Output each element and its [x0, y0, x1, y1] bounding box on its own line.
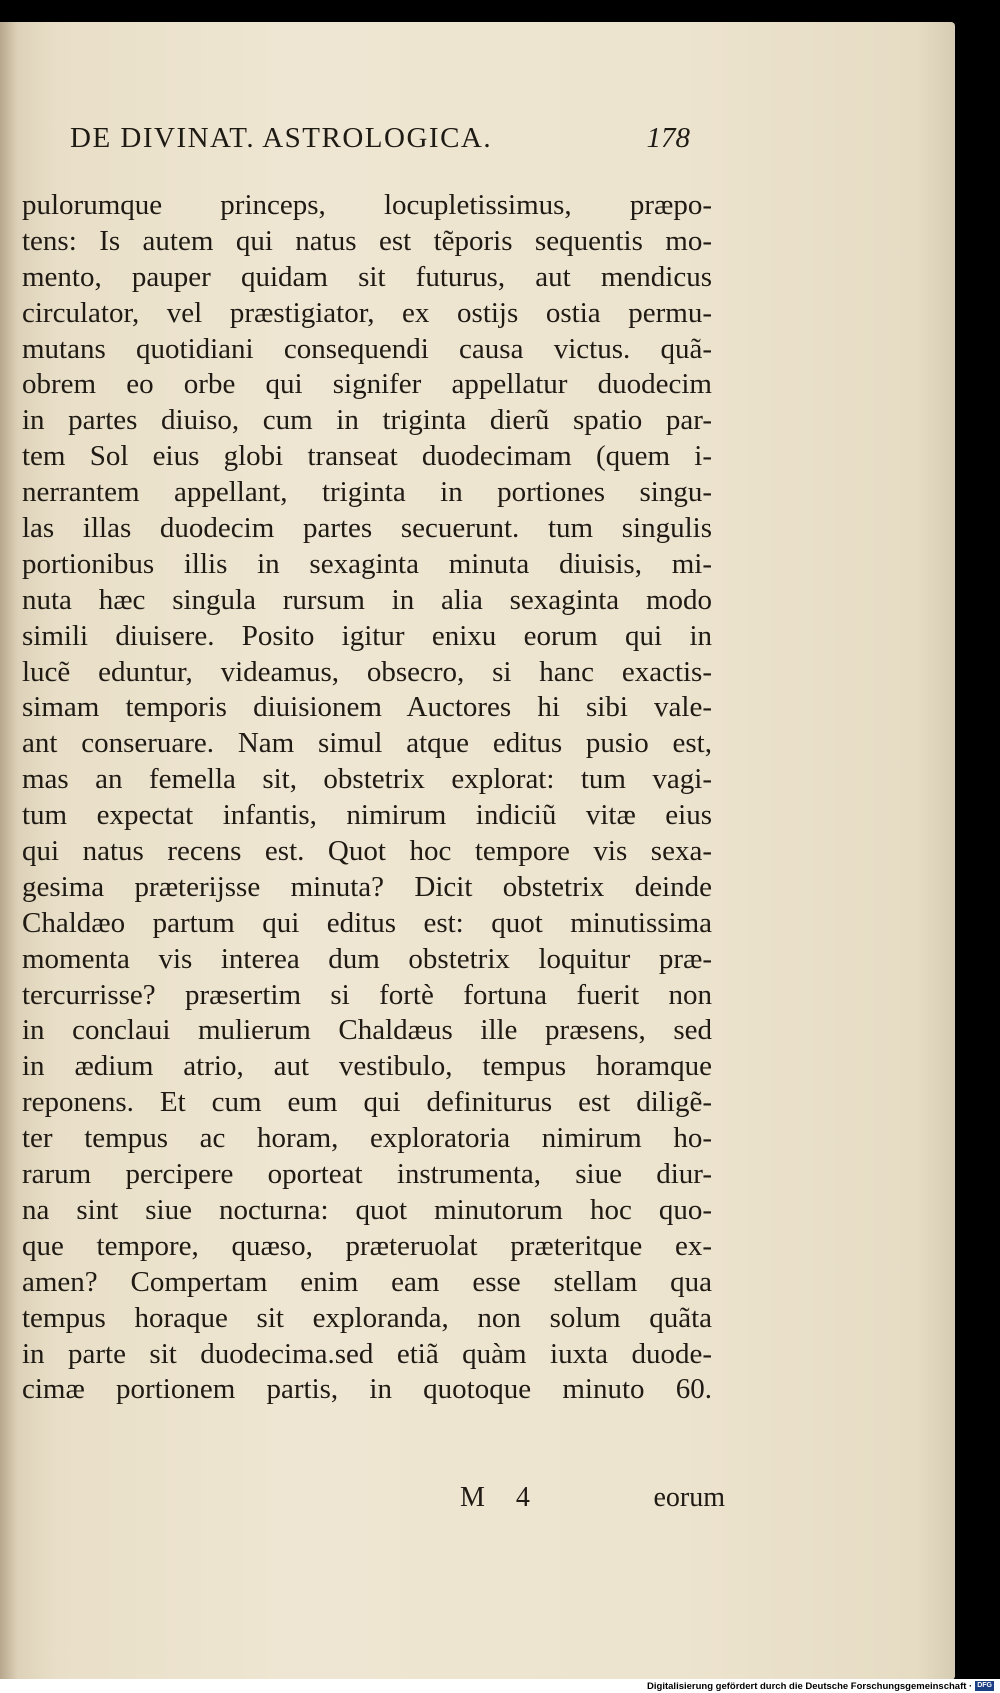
text-line: rarum percipere oporteat instrumenta, siue diur- — [22, 1158, 712, 1191]
text-line: ant conseruare. Nam simul atque editus pusio est, — [22, 727, 712, 760]
text-line: nuta hæc singula rursum in alia sexaginta modo — [22, 583, 712, 616]
page-number: 178 — [646, 122, 690, 154]
text-line: in parte sit duodecima.sed etiã quàm iuxta duode- — [22, 1337, 712, 1370]
digitization-credit-bar — [0, 1679, 1000, 1693]
text-line: in ædium atrio, aut vestibulo, tempus horamque — [22, 1050, 712, 1083]
text-line: in partes diuiso, cum in triginta dierũ spatio par- — [22, 404, 712, 437]
body-text — [22, 188, 712, 1408]
text-line: mutans quotidiani consequendi causa victus. quã- — [22, 332, 712, 365]
text-line: lucẽ eduntur, videamus, obsecro, si hanc exactis- — [22, 655, 712, 688]
running-head: DE DIVINAT. ASTROLOGICA. — [70, 122, 493, 154]
digitization-note: Digitalisierung gefördert durch die Deutsche Forschungsgemeinschaft · — [647, 1680, 973, 1692]
text-line: reponens. Et cum eum qui definiturus est diligẽ- — [22, 1086, 712, 1119]
text-line: tum expectat infantis, nimirum indiciũ vitæ eius — [22, 799, 712, 832]
page-header — [70, 122, 690, 155]
text-line: circulator, vel præstigiator, ex ostijs ostia permu- — [22, 296, 712, 329]
text-line: cimæ portionem partis, in quotoque minuto 60. — [22, 1373, 712, 1406]
text-line: qui natus recens est. Quot hoc tempore vis sexa- — [22, 835, 712, 868]
signature-mark: M 4 — [460, 1482, 542, 1513]
text-line: tem Sol eius globi transeat duodecimam (quem i- — [22, 440, 712, 473]
text-line: tercurrisse? præsertim si fortè fortuna fuerit non — [22, 978, 712, 1011]
text-line: mas an femella sit, obstetrix explorat: tum vagi- — [22, 763, 712, 796]
text-line: simili diuisere. Posito igitur enixu eorum qui in — [22, 619, 712, 652]
dfg-logo-icon: DFG — [977, 1682, 992, 1689]
text-line: las illas duodecim partes secuerunt. tum singulis — [22, 512, 712, 545]
catchword: eorum — [653, 1482, 725, 1513]
text-line: mento, pauper quidam sit futurus, aut mendicus — [22, 260, 712, 293]
text-line: que tempore, quæso, præteruolat præteritque ex- — [22, 1229, 712, 1262]
text-line: portionibus illis in sexaginta minuta diuisis, mi- — [22, 547, 712, 580]
text-line: tens: Is autem qui natus est tẽporis sequentis mo- — [22, 224, 712, 257]
text-line: pulorumque princeps, locupletissimus, præpo- — [22, 189, 712, 221]
text-line: gesima præterijsse minuta? Dicit obstetrix deinde — [22, 870, 712, 903]
text-line: na sint siue nocturna: quot minutorum hoc quo- — [22, 1193, 712, 1226]
text-line: obrem eo orbe qui signifer appellatur duodecim — [22, 368, 712, 401]
text-line: in conclaui mulierum Chaldæus ille præsens, sed — [22, 1014, 712, 1047]
text-line: momenta vis interea dum obstetrix loquitur præ- — [22, 942, 712, 975]
text-line: simam temporis diuisionem Auctores hi sibi vale- — [22, 691, 712, 724]
page-footer — [460, 1482, 725, 1514]
text-line: amen? Compertam enim eam esse stellam qua — [22, 1265, 712, 1298]
text-line: Chaldæo partum qui editus est: quot minutissima — [22, 906, 712, 939]
book-page — [0, 22, 955, 1680]
text-line: nerrantem appellant, triginta in portiones singu- — [22, 476, 712, 509]
text-line: tempus horaque sit exploranda, non solum quãta — [22, 1301, 712, 1334]
text-line: ter tempus ac horam, exploratoria nimirum ho- — [22, 1122, 712, 1155]
